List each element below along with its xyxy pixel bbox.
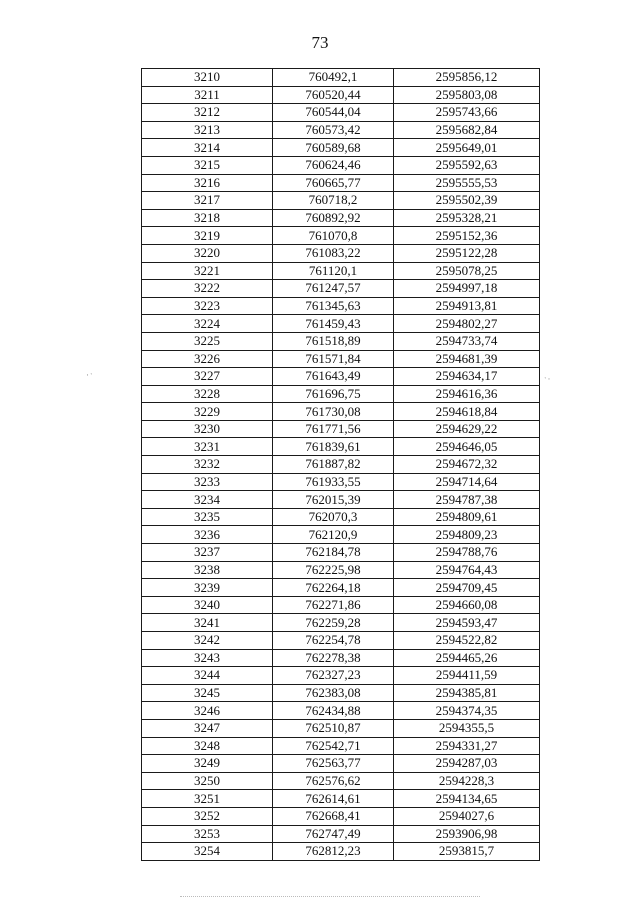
table-row xyxy=(142,544,540,562)
x-coordinate-cell: 761518,89 xyxy=(273,332,394,350)
point-number-cell: 3239 xyxy=(142,579,273,597)
scan-bottom-edge xyxy=(180,896,480,898)
x-coordinate-cell: 762747,49 xyxy=(273,825,394,843)
table-row xyxy=(142,632,540,650)
x-coordinate-cell: 761459,43 xyxy=(273,315,394,333)
x-coordinate-cell: 762271,86 xyxy=(273,596,394,614)
x-coordinate-cell: 761247,57 xyxy=(273,280,394,298)
y-coordinate-cell: 2595803,08 xyxy=(394,86,540,104)
table-row xyxy=(142,262,540,280)
x-coordinate-cell: 762434,88 xyxy=(273,702,394,720)
x-coordinate-cell: 762184,78 xyxy=(273,544,394,562)
x-coordinate-cell: 762120,9 xyxy=(273,526,394,544)
x-coordinate-cell: 762510,87 xyxy=(273,719,394,737)
table-row xyxy=(142,368,540,386)
y-coordinate-cell: 2594809,61 xyxy=(394,508,540,526)
point-number-cell: 3236 xyxy=(142,526,273,544)
table-row xyxy=(142,755,540,773)
y-coordinate-cell: 2594809,23 xyxy=(394,526,540,544)
y-coordinate-cell: 2594681,39 xyxy=(394,350,540,368)
y-coordinate-cell: 2595502,39 xyxy=(394,192,540,210)
point-number-cell: 3225 xyxy=(142,332,273,350)
point-number-cell: 3250 xyxy=(142,772,273,790)
y-coordinate-cell: 2594522,82 xyxy=(394,632,540,650)
x-coordinate-cell: 762259,28 xyxy=(273,614,394,632)
table-row xyxy=(142,702,540,720)
point-number-cell: 3219 xyxy=(142,227,273,245)
scan-artifact-left: ·ˑ xyxy=(86,370,94,380)
point-number-cell: 3220 xyxy=(142,244,273,262)
point-number-cell: 3248 xyxy=(142,737,273,755)
x-coordinate-cell: 760665,77 xyxy=(273,174,394,192)
y-coordinate-cell: 2594618,84 xyxy=(394,403,540,421)
y-coordinate-cell: 2594646,05 xyxy=(394,438,540,456)
point-number-cell: 3221 xyxy=(142,262,273,280)
table-row xyxy=(142,315,540,333)
point-number-cell: 3230 xyxy=(142,420,273,438)
page-number: 73 xyxy=(311,33,329,52)
table-row xyxy=(142,807,540,825)
table-row xyxy=(142,332,540,350)
y-coordinate-cell: 2594997,18 xyxy=(394,280,540,298)
y-coordinate-cell: 2595649,01 xyxy=(394,139,540,157)
x-coordinate-cell: 761730,08 xyxy=(273,403,394,421)
table-row xyxy=(142,456,540,474)
table-row xyxy=(142,139,540,157)
table-row xyxy=(142,385,540,403)
point-number-cell: 3251 xyxy=(142,790,273,808)
x-coordinate-cell: 760718,2 xyxy=(273,192,394,210)
y-coordinate-cell: 2594733,74 xyxy=(394,332,540,350)
point-number-cell: 3241 xyxy=(142,614,273,632)
y-coordinate-cell: 2595592,63 xyxy=(394,156,540,174)
point-number-cell: 3216 xyxy=(142,174,273,192)
table-row xyxy=(142,209,540,227)
table-row xyxy=(142,596,540,614)
x-coordinate-cell: 762383,08 xyxy=(273,684,394,702)
point-number-cell: 3210 xyxy=(142,69,273,87)
point-number-cell: 3253 xyxy=(142,825,273,843)
x-coordinate-cell: 761070,8 xyxy=(273,227,394,245)
point-number-cell: 3215 xyxy=(142,156,273,174)
x-coordinate-cell: 761345,63 xyxy=(273,297,394,315)
y-coordinate-cell: 2594287,03 xyxy=(394,755,540,773)
y-coordinate-cell: 2594228,3 xyxy=(394,772,540,790)
x-coordinate-cell: 762563,77 xyxy=(273,755,394,773)
x-coordinate-cell: 761643,49 xyxy=(273,368,394,386)
table-row xyxy=(142,667,540,685)
point-number-cell: 3247 xyxy=(142,719,273,737)
table-row xyxy=(142,790,540,808)
table-row xyxy=(142,579,540,597)
table-row xyxy=(142,104,540,122)
y-coordinate-cell: 2595682,84 xyxy=(394,121,540,139)
table-row xyxy=(142,614,540,632)
coordinates-table-body xyxy=(142,69,540,861)
x-coordinate-cell: 761933,55 xyxy=(273,473,394,491)
x-coordinate-cell: 762225,98 xyxy=(273,561,394,579)
x-coordinate-cell: 761120,1 xyxy=(273,262,394,280)
table-row xyxy=(142,280,540,298)
x-coordinate-cell: 762015,39 xyxy=(273,491,394,509)
x-coordinate-cell: 762254,78 xyxy=(273,632,394,650)
coordinates-table xyxy=(141,68,540,861)
y-coordinate-cell: 2594411,59 xyxy=(394,667,540,685)
table-row xyxy=(142,174,540,192)
point-number-cell: 3235 xyxy=(142,508,273,526)
point-number-cell: 3229 xyxy=(142,403,273,421)
x-coordinate-cell: 761771,56 xyxy=(273,420,394,438)
y-coordinate-cell: 2594629,22 xyxy=(394,420,540,438)
point-number-cell: 3212 xyxy=(142,104,273,122)
y-coordinate-cell: 2594709,45 xyxy=(394,579,540,597)
y-coordinate-cell: 2595122,28 xyxy=(394,244,540,262)
y-coordinate-cell: 2595743,66 xyxy=(394,104,540,122)
y-coordinate-cell: 2593815,7 xyxy=(394,843,540,861)
y-coordinate-cell: 2594788,76 xyxy=(394,544,540,562)
point-number-cell: 3240 xyxy=(142,596,273,614)
table-row xyxy=(142,121,540,139)
point-number-cell: 3238 xyxy=(142,561,273,579)
point-number-cell: 3234 xyxy=(142,491,273,509)
table-row xyxy=(142,719,540,737)
y-coordinate-cell: 2594374,35 xyxy=(394,702,540,720)
table-row xyxy=(142,684,540,702)
x-coordinate-cell: 762614,61 xyxy=(273,790,394,808)
x-coordinate-cell: 761696,75 xyxy=(273,385,394,403)
y-coordinate-cell: 2595856,12 xyxy=(394,69,540,87)
x-coordinate-cell: 760892,92 xyxy=(273,209,394,227)
y-coordinate-cell: 2593906,98 xyxy=(394,825,540,843)
point-number-cell: 3211 xyxy=(142,86,273,104)
point-number-cell: 3254 xyxy=(142,843,273,861)
table-row xyxy=(142,227,540,245)
table-row xyxy=(142,508,540,526)
y-coordinate-cell: 2595555,53 xyxy=(394,174,540,192)
y-coordinate-cell: 2594672,32 xyxy=(394,456,540,474)
y-coordinate-cell: 2594385,81 xyxy=(394,684,540,702)
x-coordinate-cell: 762542,71 xyxy=(273,737,394,755)
table-row xyxy=(142,649,540,667)
y-coordinate-cell: 2594465,26 xyxy=(394,649,540,667)
point-number-cell: 3237 xyxy=(142,544,273,562)
y-coordinate-cell: 2595328,21 xyxy=(394,209,540,227)
point-number-cell: 3223 xyxy=(142,297,273,315)
y-coordinate-cell: 2594764,43 xyxy=(394,561,540,579)
table-row xyxy=(142,438,540,456)
table-row xyxy=(142,86,540,104)
x-coordinate-cell: 762576,62 xyxy=(273,772,394,790)
x-coordinate-cell: 762070,3 xyxy=(273,508,394,526)
table-row xyxy=(142,561,540,579)
x-coordinate-cell: 762812,23 xyxy=(273,843,394,861)
y-coordinate-cell: 2594660,08 xyxy=(394,596,540,614)
table-row xyxy=(142,526,540,544)
x-coordinate-cell: 760624,46 xyxy=(273,156,394,174)
table-row xyxy=(142,69,540,87)
point-number-cell: 3249 xyxy=(142,755,273,773)
point-number-cell: 3218 xyxy=(142,209,273,227)
point-number-cell: 3233 xyxy=(142,473,273,491)
y-coordinate-cell: 2595078,25 xyxy=(394,262,540,280)
point-number-cell: 3214 xyxy=(142,139,273,157)
point-number-cell: 3243 xyxy=(142,649,273,667)
y-coordinate-cell: 2594634,17 xyxy=(394,368,540,386)
x-coordinate-cell: 761571,84 xyxy=(273,350,394,368)
table-row xyxy=(142,491,540,509)
table-row xyxy=(142,420,540,438)
y-coordinate-cell: 2594027,6 xyxy=(394,807,540,825)
y-coordinate-cell: 2594355,5 xyxy=(394,719,540,737)
point-number-cell: 3227 xyxy=(142,368,273,386)
point-number-cell: 3244 xyxy=(142,667,273,685)
x-coordinate-cell: 760520,44 xyxy=(273,86,394,104)
y-coordinate-cell: 2594913,81 xyxy=(394,297,540,315)
point-number-cell: 3228 xyxy=(142,385,273,403)
point-number-cell: 3242 xyxy=(142,632,273,650)
point-number-cell: 3252 xyxy=(142,807,273,825)
table-row xyxy=(142,156,540,174)
x-coordinate-cell: 760544,04 xyxy=(273,104,394,122)
y-coordinate-cell: 2594787,38 xyxy=(394,491,540,509)
y-coordinate-cell: 2594802,27 xyxy=(394,315,540,333)
x-coordinate-cell: 762264,18 xyxy=(273,579,394,597)
point-number-cell: 3231 xyxy=(142,438,273,456)
table-row xyxy=(142,297,540,315)
y-coordinate-cell: 2594331,27 xyxy=(394,737,540,755)
point-number-cell: 3224 xyxy=(142,315,273,333)
x-coordinate-cell: 760573,42 xyxy=(273,121,394,139)
point-number-cell: 3246 xyxy=(142,702,273,720)
point-number-cell: 3245 xyxy=(142,684,273,702)
point-number-cell: 3232 xyxy=(142,456,273,474)
table-row xyxy=(142,473,540,491)
x-coordinate-cell: 761887,82 xyxy=(273,456,394,474)
y-coordinate-cell: 2594134,65 xyxy=(394,790,540,808)
y-coordinate-cell: 2595152,36 xyxy=(394,227,540,245)
point-number-cell: 3222 xyxy=(142,280,273,298)
table-row xyxy=(142,825,540,843)
table-row xyxy=(142,772,540,790)
table-row xyxy=(142,192,540,210)
table-row xyxy=(142,737,540,755)
table-row xyxy=(142,843,540,861)
point-number-cell: 3213 xyxy=(142,121,273,139)
x-coordinate-cell: 760492,1 xyxy=(273,69,394,87)
table-row xyxy=(142,244,540,262)
x-coordinate-cell: 762327,23 xyxy=(273,667,394,685)
scan-artifact-right: ˑ· xyxy=(544,374,552,384)
x-coordinate-cell: 761083,22 xyxy=(273,244,394,262)
x-coordinate-cell: 762278,38 xyxy=(273,649,394,667)
table-row xyxy=(142,403,540,421)
point-number-cell: 3226 xyxy=(142,350,273,368)
x-coordinate-cell: 760589,68 xyxy=(273,139,394,157)
x-coordinate-cell: 761839,61 xyxy=(273,438,394,456)
y-coordinate-cell: 2594593,47 xyxy=(394,614,540,632)
table-row xyxy=(142,350,540,368)
y-coordinate-cell: 2594714,64 xyxy=(394,473,540,491)
x-coordinate-cell: 762668,41 xyxy=(273,807,394,825)
point-number-cell: 3217 xyxy=(142,192,273,210)
y-coordinate-cell: 2594616,36 xyxy=(394,385,540,403)
